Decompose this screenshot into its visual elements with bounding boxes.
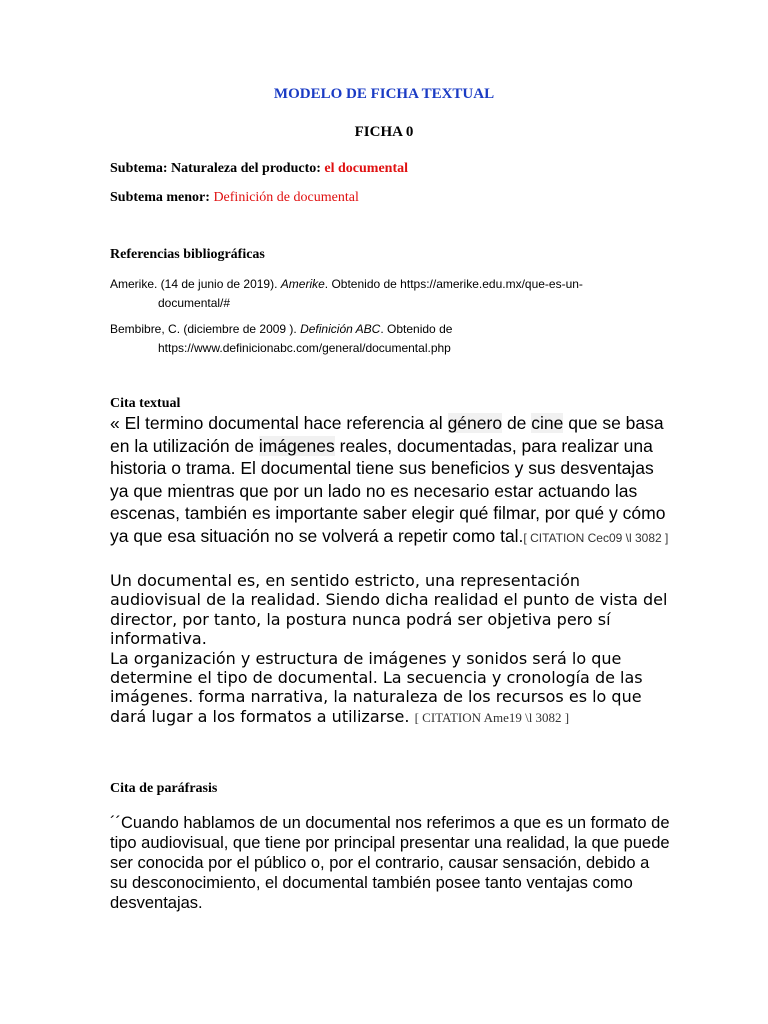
quote-text: « El termino documental hace referencia al: [110, 413, 443, 433]
reference-item: [110, 275, 670, 313]
citation-field: [ CITATION Ame19 \l 3082 ]: [414, 709, 570, 725]
subtema-menor-value: Definición de documental: [213, 190, 359, 205]
parafrasis-paragraph: ´´Cuando hablamos de un documental nos referimos a que es un formato de tipo audiovisual, que tiene por principal presentar una realidad, la que puede ser conocida por el público o, por el contrario, causar sensación, debido a su desconocimiento, el documental también posee tanto ventajas como desventajas.: [110, 814, 670, 912]
highlighted-term: género: [447, 413, 503, 433]
highlighted-term: cine: [531, 413, 564, 433]
quote-text: reales, documentadas, para realizar una historia o trama. El documental tiene sus beneficios y sus desventajas ya que mientras que por un lado no es necesario estar actuando las escenas, también es importante saber elegir qué filmar, por qué y cómo ya que esa situación no se volverá a repetir como tal.: [110, 435, 666, 546]
subtema-line: [110, 161, 408, 177]
quote-text: de: [506, 413, 527, 433]
highlighted-term: imágenes: [258, 435, 335, 456]
subtema-value: el documental: [324, 161, 409, 176]
reference-item: [110, 320, 670, 358]
cita-textual-definition: [110, 571, 670, 727]
reference-source: Amerike: [280, 277, 325, 291]
definition-text: La organización y estructura de imágenes y sonidos será lo que determine el tipo de documental. La secuencia y cronología de las imágenes. forma narrativa, la naturaleza de los recursos es lo que dará lugar a los formatos a utilizarse.: [110, 648, 643, 726]
references-heading: Referencias bibliográficas: [110, 247, 265, 262]
definition-paragraph: Un documental es, en sentido estricto, una representación audiovisual de la realidad. Siendo dicha realidad el punto de vista del director, por tanto, la postura nunca podrá ser objetiva pero sí informativa.: [110, 571, 668, 649]
reference-text: Bembibre, C. (diciembre de 2009 ).: [110, 322, 297, 336]
cita-textual-heading: Cita textual: [110, 396, 181, 411]
subtema-label: Subtema: Naturaleza del producto:: [110, 161, 321, 176]
citation-field: [ CITATION Cec09 \l 3082 ]: [523, 530, 669, 545]
reference-text: Amerike. (14 de junio de 2019).: [110, 277, 278, 291]
ficha-number: FICHA 0: [354, 124, 414, 140]
reference-url: documental/#: [158, 296, 231, 310]
reference-source: Definición ABC: [300, 322, 381, 336]
subtema-menor-line: [110, 190, 359, 206]
document-title: MODELO DE FICHA TEXTUAL: [273, 86, 495, 102]
subtema-menor-label: Subtema menor:: [110, 190, 210, 205]
reference-text: . Obtenido de: [380, 322, 453, 336]
reference-url: https://www.definicionabc.com/general/documental.php: [158, 341, 451, 355]
definition-paragraph: [110, 649, 670, 728]
quote-text: que se basa en la utilización de: [110, 413, 664, 456]
parafrasis-heading: Cita de paráfrasis: [110, 781, 218, 796]
cita-textual-paragraph: [110, 412, 670, 550]
reference-text: . Obtenido de https://amerike.edu.mx/que-es-un-: [324, 277, 583, 291]
